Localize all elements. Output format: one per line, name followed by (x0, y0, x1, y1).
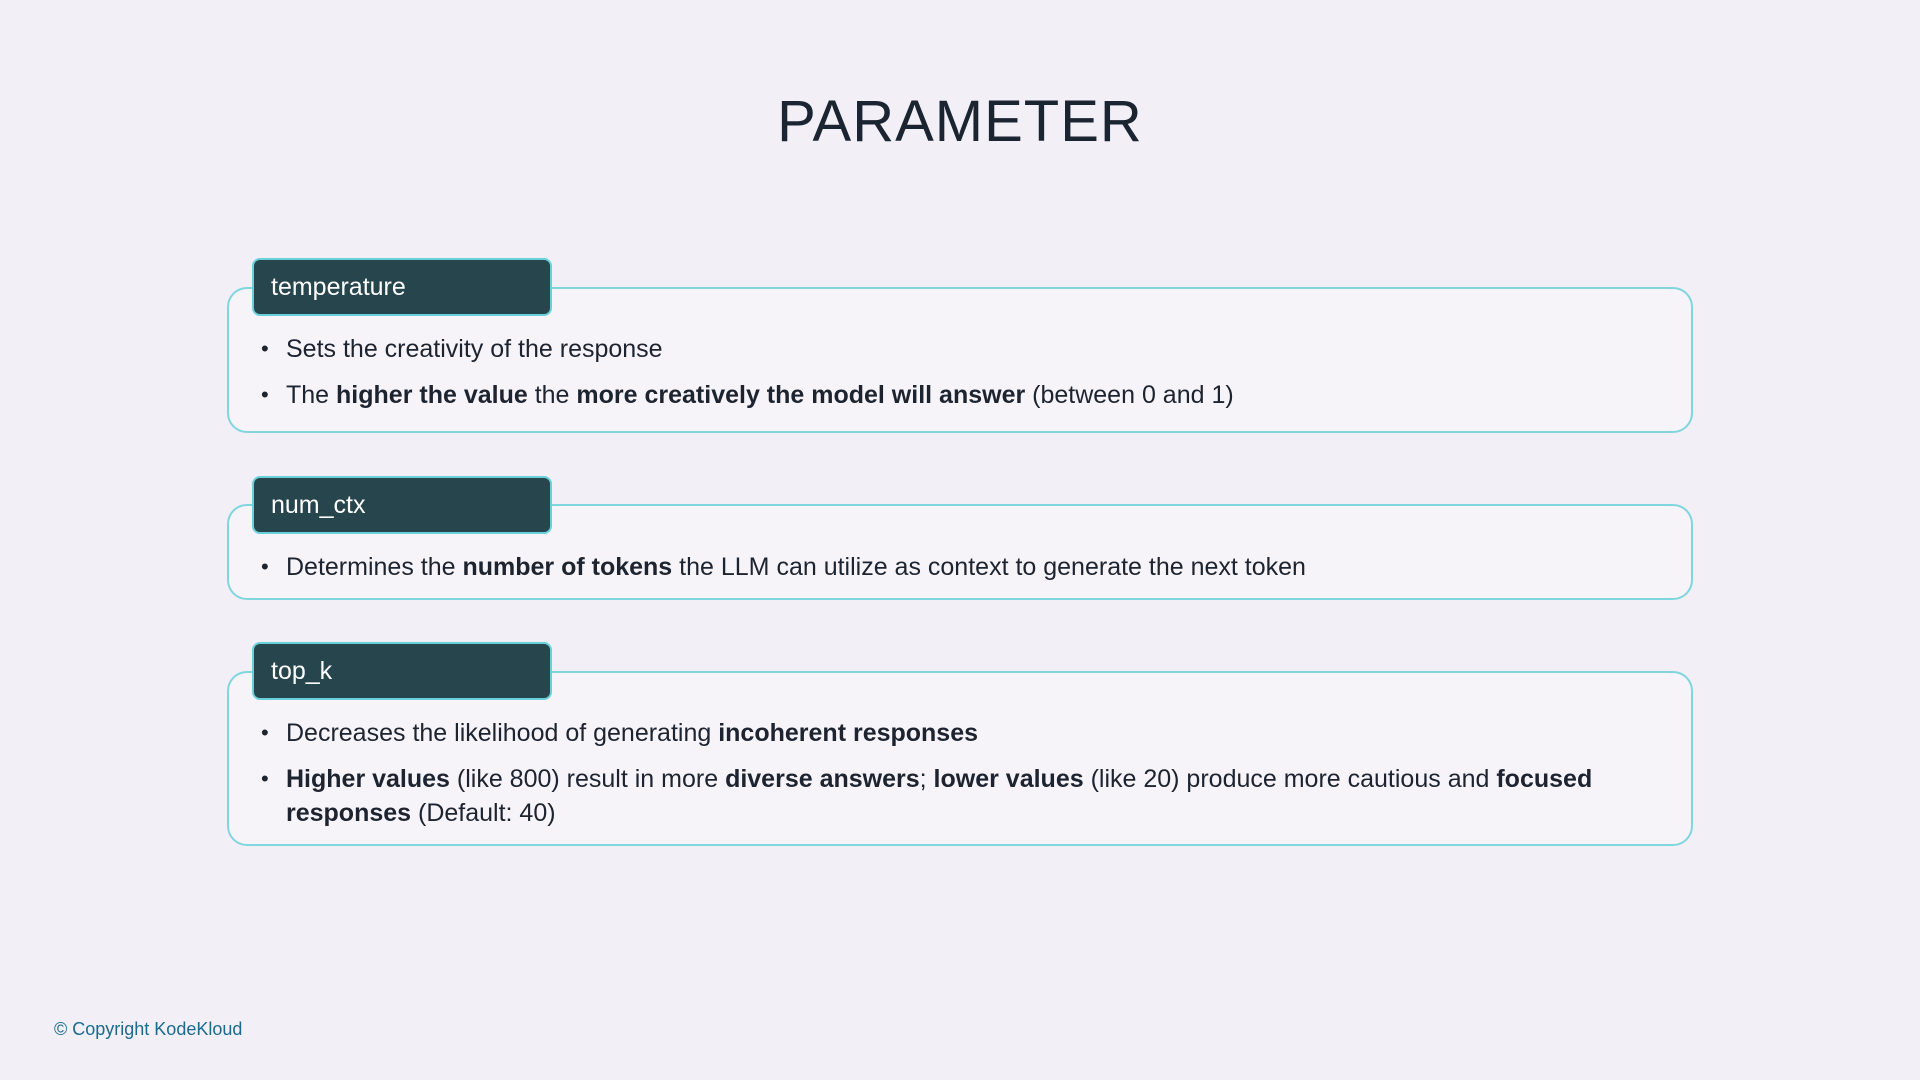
bullet-dot: • (261, 382, 269, 407)
page-title: PARAMETER (777, 89, 1143, 154)
bullet-item (229, 332, 1691, 366)
param-label-num-ctx: num_ctx (252, 476, 552, 534)
bullet-dot: • (261, 554, 269, 579)
bullet-text: Decreases the likelihood of generating incoherent responses (286, 719, 979, 747)
bullet-item (229, 716, 1691, 750)
copyright-notice: © Copyright KodeKloud (54, 1019, 243, 1039)
bullet-text: Sets the creativity of the response (286, 335, 663, 363)
bullet-list (229, 332, 1691, 424)
bullet-dot: • (261, 336, 269, 361)
bullet-list (229, 550, 1691, 596)
param-label-top-k: top_k (252, 642, 552, 700)
bullet-text: Determines the number of tokens the LLM can utilize as context to generate the next token (286, 553, 1306, 581)
bullet-item (229, 550, 1691, 584)
bullet-text: The higher the value the more creatively the model will answer (between 0 and 1) (286, 381, 1234, 409)
param-label-temperature: temperature (252, 258, 552, 316)
bullet-dot: • (261, 720, 269, 745)
bullet-item (229, 378, 1691, 412)
bullet-dot: • (261, 766, 269, 791)
bullet-text: Higher values (like 800) result in more diverse answers; lower values (like 20) produce more cautious and focused responses (Default: 40) (286, 765, 1593, 827)
bullet-list (229, 716, 1691, 842)
bullet-item (229, 762, 1691, 830)
